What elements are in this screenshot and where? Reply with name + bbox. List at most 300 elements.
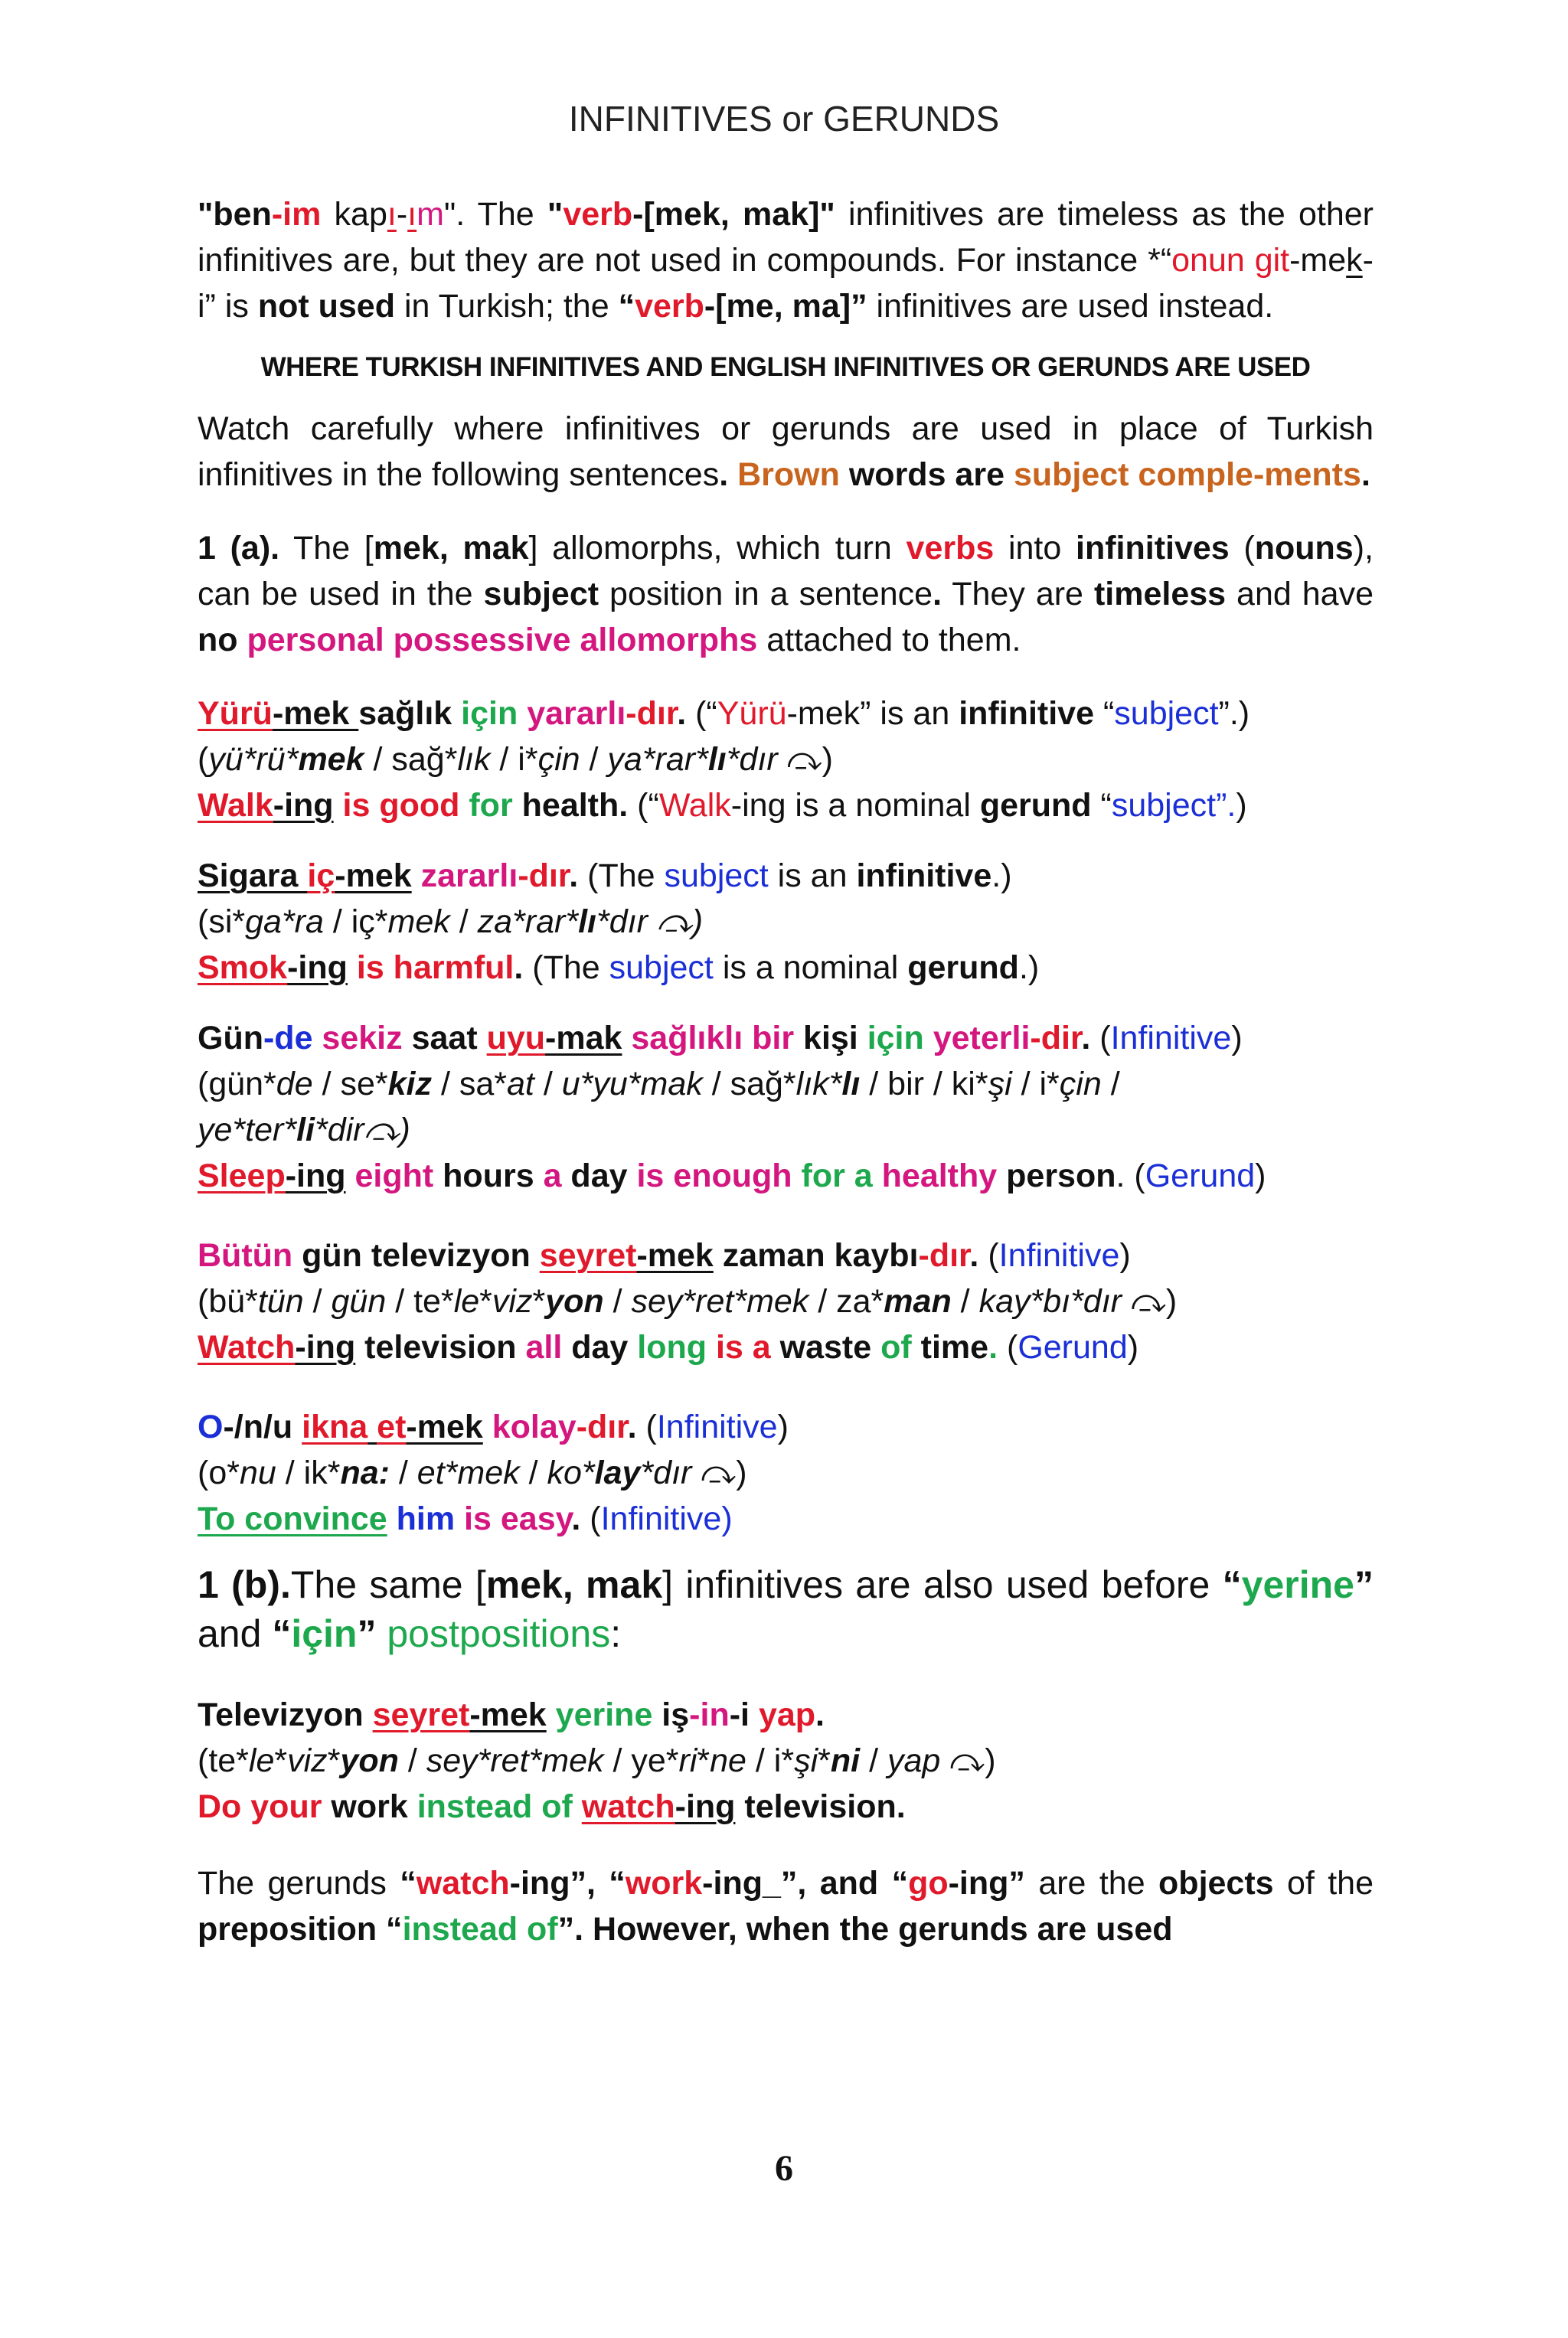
- example-line: [198, 1784, 1374, 1830]
- text-run: infinitives: [1076, 530, 1230, 567]
- text-run: into: [994, 530, 1076, 567]
- text-run: Yürü: [198, 695, 273, 732]
- text-run: -mek: [272, 695, 359, 732]
- text-run: -ing: [287, 949, 348, 986]
- text-run: /: [303, 1283, 332, 1320]
- text-run: [573, 1788, 582, 1825]
- text-run: (: [1229, 530, 1255, 567]
- text-run: instead of: [402, 1911, 558, 1948]
- text-run: ne: [710, 1742, 746, 1779]
- text-run: için: [858, 1020, 924, 1056]
- text-run: *: [697, 1742, 710, 1779]
- text-run: (: [580, 1500, 601, 1537]
- text-run: /: [603, 1283, 632, 1320]
- text-run: and have: [1226, 576, 1374, 612]
- text-run: -ing: [295, 1329, 356, 1366]
- text-run: yon: [340, 1742, 399, 1779]
- text-run: watch: [581, 1788, 675, 1825]
- text-run: .: [933, 576, 942, 612]
- text-run: person: [997, 1158, 1116, 1194]
- text-run: /: [860, 1742, 887, 1779]
- text-run: -in: [689, 1696, 730, 1733]
- text-run: 1 (a).: [198, 530, 280, 567]
- text-run: WHERE TURKISH INFINITIVES AND ENGLISH INFINITIVES OR GERUNDS ARE USED: [260, 352, 1311, 382]
- text-run: .: [815, 1696, 825, 1733]
- text-run: is good: [333, 787, 460, 824]
- text-run: objects: [1158, 1865, 1274, 1902]
- text-run: day: [561, 1158, 637, 1194]
- text-run: .): [991, 857, 1012, 894]
- text-run: at: [507, 1066, 534, 1102]
- text-run: subject: [1114, 695, 1219, 732]
- text-run: /: [1101, 1066, 1120, 1102]
- text-run: “: [1091, 787, 1112, 824]
- text-run: saat: [402, 1020, 487, 1056]
- text-run: "ben: [198, 196, 272, 233]
- text-run: / se*: [312, 1066, 388, 1102]
- text-run: gerund: [907, 949, 1019, 986]
- text-run: -ing”: [948, 1865, 1025, 1902]
- text-run: sağlıklı bir: [622, 1020, 795, 1056]
- text-run: (“: [628, 787, 659, 824]
- text-run: /: [389, 1455, 417, 1491]
- text-run: and: [198, 1612, 273, 1655]
- text-run: (The: [578, 857, 665, 894]
- text-run: sey*ret*mek: [426, 1742, 604, 1779]
- text-run: no: [198, 622, 238, 658]
- text-run: subject”.: [1111, 787, 1236, 824]
- text-run: (: [636, 1409, 657, 1445]
- text-run: ⤼): [1122, 1283, 1178, 1320]
- text-run: is an: [768, 857, 857, 894]
- text-run: zararlı: [411, 857, 518, 894]
- text-run: :: [610, 1612, 622, 1655]
- text-run: (: [198, 741, 209, 778]
- text-run: lık*: [795, 1066, 842, 1102]
- example-line: [198, 1496, 1374, 1542]
- text-run: mek, mak: [485, 1563, 663, 1606]
- text-run: him: [387, 1500, 456, 1537]
- paragraph: [198, 1860, 1374, 1952]
- text-run: *: [818, 1742, 831, 1779]
- text-run: viz: [287, 1742, 328, 1779]
- text-run: *: [532, 1283, 546, 1320]
- text-run: ): [1255, 1158, 1266, 1194]
- text-run: -ing_”, and “: [702, 1865, 909, 1902]
- text-run: -mek” is an: [786, 695, 959, 732]
- text-run: yon: [545, 1283, 604, 1320]
- text-run: eight: [345, 1158, 434, 1194]
- text-run: yerine: [1241, 1563, 1354, 1606]
- text-run: ): [1127, 1329, 1139, 1366]
- example-block: [198, 853, 1374, 991]
- text-run: -mek: [469, 1696, 547, 1733]
- text-run: seyret: [372, 1696, 470, 1733]
- text-run: gerund: [979, 787, 1092, 824]
- example-line: [198, 1738, 1374, 1784]
- text-run: .: [1081, 1020, 1091, 1056]
- example-block: [198, 1404, 1374, 1542]
- text-run: -im: [271, 196, 322, 233]
- page-body: [198, 191, 1374, 1952]
- text-run: -[me, ma]”: [704, 288, 867, 325]
- text-run: ". The: [443, 196, 547, 233]
- text-run: yararlı: [527, 695, 626, 732]
- text-run: health.: [512, 787, 629, 824]
- text-run: Infinitive): [600, 1500, 733, 1537]
- text-run: verb: [563, 196, 633, 233]
- text-run: subject: [664, 857, 769, 894]
- paragraph: [198, 406, 1374, 498]
- text-run: Yürü: [717, 695, 787, 732]
- text-run: “: [618, 288, 635, 325]
- text-run: ”: [357, 1612, 377, 1655]
- text-run: television: [355, 1329, 526, 1366]
- text-run: ye*ter*: [198, 1112, 297, 1148]
- text-run: /: [534, 1066, 562, 1102]
- text-run: için: [291, 1612, 358, 1655]
- text-run: words are: [839, 456, 1014, 493]
- text-run: ] infinitives are also used before: [662, 1563, 1223, 1606]
- text-run: çin: [537, 741, 580, 778]
- text-run: ⤼): [691, 1455, 747, 1491]
- text-run: Infinitive: [656, 1409, 778, 1445]
- text-run: .: [569, 857, 579, 894]
- text-run: .: [988, 1329, 998, 1366]
- text-run: of the: [1273, 1865, 1374, 1902]
- example-line: [198, 1324, 1374, 1370]
- example-block: [198, 1692, 1374, 1830]
- text-run: Infinitive: [1110, 1020, 1232, 1056]
- text-run: kişi: [794, 1020, 858, 1056]
- text-run: .: [677, 695, 687, 732]
- text-run: k: [1346, 242, 1363, 279]
- text-run: Walk: [198, 787, 273, 824]
- paragraph: [198, 191, 1374, 329]
- example-line: [198, 945, 1374, 991]
- text-run: is a nominal: [713, 949, 908, 986]
- text-run: sekiz: [312, 1020, 403, 1056]
- text-run: tün: [257, 1283, 304, 1320]
- text-run: -mak: [545, 1020, 622, 1056]
- text-run: mek, mak: [373, 530, 529, 567]
- text-run: is harmful: [347, 949, 514, 986]
- text-run: / ye*: [603, 1742, 679, 1779]
- example-line: [198, 1692, 1374, 1738]
- text-run: for: [459, 787, 513, 824]
- text-run: To convince: [198, 1500, 387, 1537]
- text-run: ⤼): [777, 741, 833, 778]
- text-run: iş: [652, 1696, 690, 1733]
- text-run: of: [880, 1329, 912, 1366]
- text-run: (: [998, 1329, 1018, 1366]
- text-run: Sleep: [198, 1158, 286, 1194]
- text-run: ikna: [302, 1409, 368, 1445]
- text-run: verbs: [906, 530, 995, 567]
- text-run: all: [525, 1329, 563, 1366]
- example-line: [198, 1450, 1374, 1496]
- text-run: na:: [340, 1455, 390, 1491]
- text-run: /: [951, 1283, 979, 1320]
- text-run: -dır: [626, 695, 678, 732]
- text-run: u*yu*mak: [561, 1066, 703, 1102]
- text-run: television.: [735, 1788, 906, 1825]
- text-run: -: [396, 196, 408, 233]
- text-run: healthy: [872, 1158, 998, 1194]
- text-run: de: [276, 1066, 313, 1102]
- text-run: ⤼): [940, 1742, 996, 1779]
- text-run: postpositions: [376, 1612, 611, 1655]
- text-run: / za*: [808, 1283, 884, 1320]
- example-line: [198, 1061, 1374, 1107]
- text-run: infinitive: [856, 857, 992, 894]
- text-run: kolay: [482, 1409, 577, 1445]
- text-run: m: [416, 196, 444, 233]
- text-run: -mek: [406, 1409, 483, 1445]
- text-run: not used: [257, 288, 395, 325]
- text-run: ni: [830, 1742, 861, 1779]
- text-run: Gerund: [1018, 1329, 1128, 1366]
- text-run: / i*: [1011, 1066, 1060, 1102]
- text-run: -ing: [285, 1158, 346, 1194]
- text-run: yü*rü*: [208, 741, 299, 778]
- text-run: ko*: [547, 1455, 595, 1491]
- text-run: -/n/u: [223, 1409, 302, 1445]
- text-run: / ik*: [276, 1455, 341, 1491]
- text-run: -i: [729, 1696, 750, 1733]
- text-run: mek: [387, 903, 450, 940]
- example-line: [198, 1153, 1374, 1199]
- text-run: sağlık: [358, 695, 462, 732]
- text-run: -[mek, mak]": [632, 196, 835, 233]
- text-run: position in a sentence: [599, 576, 933, 612]
- text-run: Bütün: [198, 1237, 293, 1274]
- text-run: şi: [988, 1066, 1012, 1102]
- text-run: lay: [594, 1455, 641, 1491]
- example-line: [198, 853, 1374, 899]
- text-run: (o*: [198, 1455, 240, 1491]
- text-run: long: [637, 1329, 707, 1366]
- text-run: (: [978, 1237, 999, 1274]
- text-run: -de: [263, 1020, 313, 1056]
- text-run: seyret: [539, 1237, 637, 1274]
- text-run: *dır: [640, 1455, 692, 1491]
- text-run: ”.): [1218, 695, 1250, 732]
- text-run: kay*bı*dır: [978, 1283, 1122, 1320]
- text-run: . (: [1116, 1158, 1145, 1194]
- text-run: /: [449, 903, 478, 940]
- text-run: The gerunds: [198, 1865, 400, 1902]
- text-run: .: [1361, 456, 1370, 493]
- text-run: /: [519, 1455, 547, 1491]
- text-run: za*rar*: [477, 903, 579, 940]
- text-run: yap: [750, 1696, 816, 1733]
- text-run: için: [461, 695, 528, 732]
- text-run: ): [1236, 787, 1247, 824]
- text-run: (“: [686, 695, 717, 732]
- text-run: ”: [1354, 1563, 1374, 1606]
- text-run: lı: [841, 1066, 861, 1102]
- text-run: ga*ra: [245, 903, 324, 940]
- text-run: Watch carefully where infinitives or gerunds are used in place of Turkish infinitives in the following sentences: [198, 410, 1374, 493]
- text-run: Sigara: [198, 857, 308, 894]
- text-run: Watch: [198, 1329, 296, 1366]
- text-run: li: [296, 1112, 315, 1148]
- text-run: (si*: [198, 903, 246, 940]
- text-run: *dır: [726, 741, 778, 778]
- text-run: (te*: [198, 1742, 249, 1779]
- text-run: ), can be used in the: [198, 530, 1374, 612]
- example-line: [198, 782, 1374, 828]
- text-run: The [: [279, 530, 374, 567]
- text-run: ): [1231, 1020, 1243, 1056]
- text-run: -mek: [335, 857, 412, 894]
- example-line: [198, 1015, 1374, 1061]
- text-run: nouns: [1254, 530, 1354, 567]
- text-run: ] allomorphs, which turn: [528, 530, 906, 567]
- text-run: preposition: [198, 1911, 377, 1948]
- text-run: *: [327, 1742, 341, 1779]
- text-run: -ing: [273, 787, 334, 824]
- text-run: kiz: [387, 1066, 433, 1102]
- text-run: is easy: [455, 1500, 572, 1537]
- text-run: instead of: [416, 1788, 573, 1825]
- example-block: [198, 1015, 1374, 1199]
- text-run: / sa*: [432, 1066, 508, 1102]
- text-run: work: [322, 1788, 417, 1825]
- text-run: “: [400, 1865, 416, 1902]
- text-run: infinitives are timeless as the other infinitives are, but they are not used in compounds. For instance *“: [198, 196, 1374, 279]
- text-run: et: [377, 1409, 407, 1445]
- text-run: şi: [794, 1742, 818, 1779]
- text-run: -mek: [636, 1237, 714, 1274]
- text-run: is a: [707, 1329, 771, 1366]
- text-run: /: [398, 1742, 426, 1779]
- text-run: ı: [387, 196, 397, 233]
- text-run: / te*: [386, 1283, 454, 1320]
- text-run: / sağ*: [702, 1066, 796, 1102]
- text-run: nu: [239, 1455, 276, 1491]
- text-run: for a: [792, 1158, 873, 1194]
- text-run: onun: [1171, 242, 1245, 279]
- text-run: .: [969, 1237, 979, 1274]
- text-run: They are: [942, 576, 1094, 612]
- text-run: “: [1094, 695, 1115, 732]
- text-run: kap: [321, 196, 387, 233]
- text-run: [1245, 242, 1255, 279]
- text-run: “: [272, 1612, 292, 1655]
- text-run: [238, 622, 247, 658]
- text-run: Walk: [658, 787, 731, 824]
- text-run: Televizyon: [198, 1696, 373, 1733]
- text-run: (gün*: [198, 1066, 276, 1102]
- text-run: verb: [635, 288, 704, 325]
- text-run: çin: [1059, 1066, 1102, 1102]
- text-run: ): [1119, 1237, 1131, 1274]
- text-run: *dır: [596, 903, 648, 940]
- text-run: ”. However, when the gerunds are used: [557, 1911, 1173, 1948]
- text-run: man: [884, 1283, 952, 1320]
- text-run: [728, 456, 737, 493]
- text-run: .: [719, 456, 729, 493]
- text-run: watch: [416, 1865, 510, 1902]
- text-run: Infinitive: [998, 1237, 1120, 1274]
- text-run: “: [1222, 1563, 1242, 1606]
- text-run: .: [571, 1500, 581, 1537]
- example-line: [198, 1404, 1374, 1450]
- text-run: subject comple-ments: [1013, 456, 1361, 493]
- text-run: *dir⤼): [314, 1112, 410, 1148]
- text-run: -ing is a nominal: [730, 787, 980, 824]
- text-run: O: [198, 1409, 224, 1445]
- section-title: [198, 344, 1374, 390]
- text-run: -ing”, “: [509, 1865, 626, 1902]
- text-run: et*mek: [416, 1455, 520, 1491]
- text-run: yerine: [546, 1696, 653, 1733]
- text-run: / i*: [746, 1742, 795, 1779]
- text-run: ri: [678, 1742, 697, 1779]
- text-run: hours: [433, 1158, 544, 1194]
- text-run: Gerund: [1145, 1158, 1256, 1194]
- example-line: [198, 691, 1374, 736]
- example-line: [198, 899, 1374, 945]
- text-run: -me: [1289, 242, 1347, 279]
- text-run: subject: [483, 576, 599, 612]
- text-run: 1 (b).: [198, 1563, 291, 1606]
- text-run: .: [627, 1409, 637, 1445]
- text-run: -ing: [675, 1788, 736, 1825]
- text-run: (: [1090, 1020, 1111, 1056]
- page-header-title: INFINITIVES or GERUNDS: [568, 99, 1000, 139]
- text-run: Do your: [198, 1788, 322, 1825]
- text-run: /: [580, 741, 608, 778]
- text-run: (bü*: [198, 1283, 258, 1320]
- text-run: le: [453, 1283, 480, 1320]
- text-run: work: [625, 1865, 703, 1902]
- text-run: Smok: [198, 949, 288, 986]
- text-run: yap: [887, 1742, 941, 1779]
- text-run: -dır: [518, 857, 570, 894]
- text-run: -dır: [576, 1409, 628, 1445]
- text-run: ": [547, 196, 564, 233]
- example-line: [198, 1233, 1374, 1278]
- example-line: [198, 1278, 1374, 1324]
- section-heading-paragraph: [198, 1560, 1374, 1658]
- text-run: in Turkish; the: [395, 288, 619, 325]
- text-run: yeterli: [923, 1020, 1031, 1056]
- text-run: / iç*: [323, 903, 388, 940]
- text-run: a: [543, 1158, 562, 1194]
- text-run: Brown: [737, 456, 840, 493]
- text-run: *: [479, 1283, 492, 1320]
- text-run: -dır: [918, 1237, 970, 1274]
- text-run: attached to them.: [757, 622, 1021, 658]
- text-run: [368, 1409, 377, 1445]
- text-run: gün televizyon: [292, 1237, 540, 1274]
- text-run: ya*rar*: [607, 741, 708, 778]
- text-run: iç: [307, 857, 335, 894]
- text-run: waste: [770, 1329, 881, 1366]
- example-block: [198, 691, 1374, 828]
- example-block: [198, 1233, 1374, 1370]
- example-line: [198, 736, 1374, 782]
- text-run: mek: [298, 741, 364, 778]
- text-run: The same [: [290, 1563, 486, 1606]
- text-run: (The: [523, 949, 609, 986]
- text-run: infinitive: [959, 695, 1094, 732]
- text-run: gün: [331, 1283, 387, 1320]
- text-run: -dir: [1030, 1020, 1082, 1056]
